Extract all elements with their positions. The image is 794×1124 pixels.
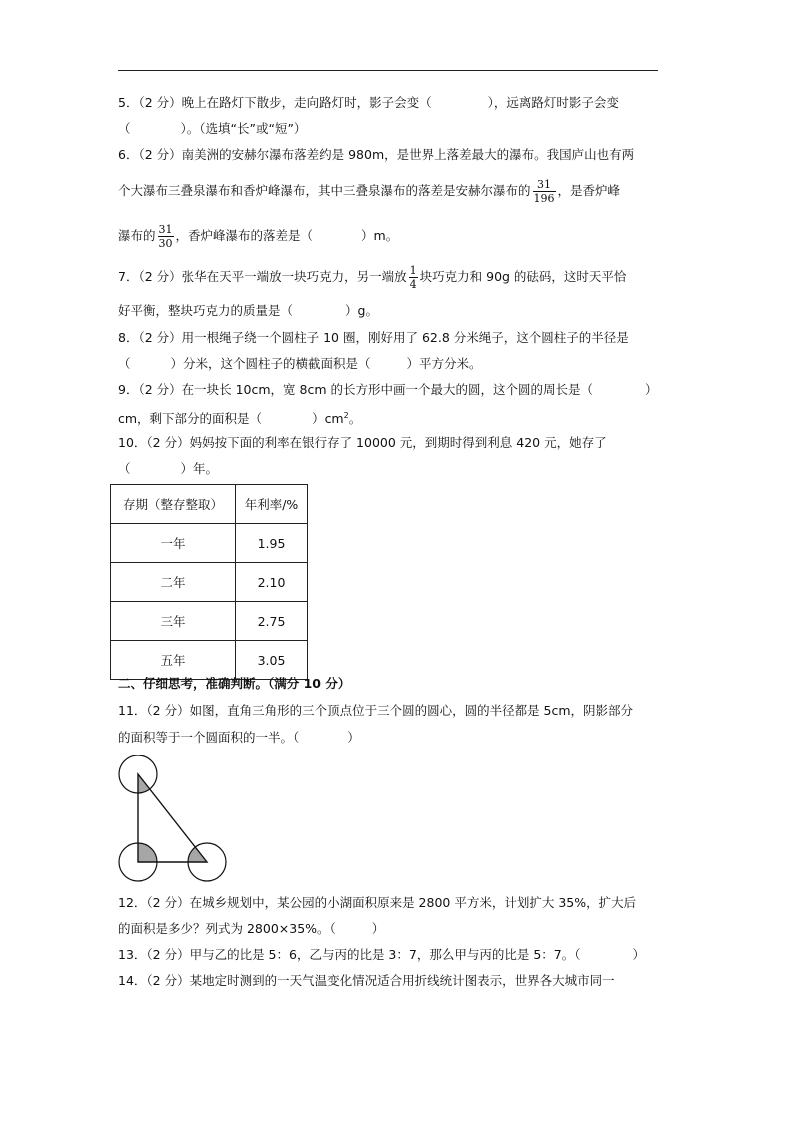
q13-text-b: ） [632, 947, 645, 962]
table-header-cell: 年利率/% [236, 485, 308, 524]
q11-text-b: ） [347, 730, 360, 745]
q13-line1 [118, 947, 645, 963]
section-heading: 二、仔细思考，准确判断。（满分 10 分） [118, 676, 351, 691]
table-row [111, 602, 308, 641]
q6-text-e: ）m。 [361, 228, 399, 243]
q12-line2 [118, 921, 384, 937]
q5-text-a: 5．（2 分）晚上在路灯下散步，走向路灯时，影子会变（ [118, 95, 432, 110]
q7-line1 [118, 264, 626, 291]
q7-text-d: ）g。 [345, 303, 378, 318]
q13-text-a: 13．（2 分）甲与乙的比是 5：6，乙与丙的比是 3：7，那么甲与丙的比是 5：7。（ [118, 947, 581, 962]
q8-line1: 8．（2 分）用一根绳子绕一个圆柱子 10 圈，刚好用了 62.8 分米绳子，这个圆柱子的半径是 [118, 330, 629, 345]
q10-line2 [118, 461, 218, 477]
table-cell-rate: 3.05 [236, 641, 308, 680]
interest-rate-table [110, 484, 308, 680]
q5-text-c: （ [118, 121, 131, 136]
fraction-numerator: 31 [533, 178, 556, 192]
triangle-circles-figure [115, 755, 231, 883]
q14-line1: 14．（2 分）某地定时测到的一天气温变化情况适合用折线统计图表示，世界各大城市同一 [118, 973, 615, 988]
q8-text-c: ）平方分米。 [406, 356, 482, 371]
q8-line2 [118, 356, 482, 372]
fraction-denominator: 4 [409, 278, 417, 291]
q6-fraction-31-196 [533, 178, 556, 205]
q10-text-b: ）年。 [180, 461, 219, 476]
table-cell-rate: 1.95 [236, 524, 308, 563]
q9-text-c: cm，剩下部分的面积是（ [118, 411, 263, 427]
table-cell-rate: 2.75 [236, 602, 308, 641]
q8-text-a: （ [118, 356, 131, 371]
table-header-cell: 存期（整存整取） [111, 485, 236, 524]
fraction-denominator: 30 [158, 237, 173, 250]
q7-text-c: 好平衡，整块巧克力的质量是（ [118, 303, 294, 318]
q6-text-a: 个大瀑布三叠泉瀑布和香炉峰瀑布，其中三叠泉瀑布的落差是安赫尔瀑布的 [118, 183, 531, 198]
q5-text-d: ）。（选填“长”或“短”） [180, 121, 307, 136]
q6-line2 [118, 178, 620, 205]
q6-text-d: ，香炉峰瀑布的落差是（ [175, 228, 314, 243]
q6-text-c: 瀑布的 [118, 228, 156, 243]
q5-text-b: ），远离路灯时影子会变 [487, 95, 619, 110]
q8-text-b: ）分米，这个圆柱子的横截面积是（ [170, 356, 371, 371]
table-cell-rate: 2.10 [236, 563, 308, 602]
q10-line1: 10．（2 分）妈妈按下面的利率在银行存了 10000 元，到期时得到利息 420 元，她存了 [118, 435, 607, 450]
table-row [111, 563, 308, 602]
q9-text-a: 9．（2 分）在一块长 10cm，宽 8cm 的长方形中画一个最大的圆，这个圆的周长是（ [118, 382, 594, 397]
q7-text-a: 7．（2 分）张华在天平一端放一块巧克力，另一端放 [118, 269, 407, 284]
q6-fraction-31-30 [158, 223, 174, 250]
table-cell-term: 二年 [111, 563, 236, 602]
q6-line3 [118, 223, 398, 250]
q7-line2 [118, 303, 378, 319]
table-header-row [111, 485, 308, 524]
fraction-numerator: 31 [158, 223, 173, 236]
q6-text-b: ，是香炉峰 [557, 183, 621, 198]
q11-line1: 11．（2 分）如图，直角三角形的三个顶点位于三个圆的圆心，圆的半径都是 5cm，阴影部分 [118, 703, 634, 718]
table-cell-term: 五年 [111, 641, 236, 680]
table-row [111, 524, 308, 563]
q10-text-a: （ [118, 461, 131, 476]
q7-text-b: 块巧克力和 90g 的砝码，这时天平恰 [419, 269, 627, 284]
q11-text-a: 的面积等于一个圆面积的一半。（ [118, 730, 300, 745]
q9-line1 [118, 382, 658, 398]
table-cell-term: 一年 [111, 524, 236, 563]
q5-line1 [118, 95, 619, 111]
q9-text-d: ）cm [312, 411, 344, 427]
q7-fraction-1-4 [409, 264, 418, 291]
q9-superscript: 2 [343, 411, 349, 420]
header-rule [118, 70, 658, 71]
q11-line2 [118, 730, 360, 746]
q5-line2 [118, 121, 306, 137]
q12-text-b: ） [371, 921, 385, 936]
fraction-denominator: 196 [533, 192, 555, 205]
q9-text-b: ） [645, 382, 658, 397]
q12-text-a: 的面积是多少？列式为 2800×35%。（ [118, 921, 336, 936]
table-cell-term: 三年 [111, 602, 236, 641]
fraction-numerator: 1 [409, 264, 417, 277]
q12-line1: 12．（2 分）在城乡规划中，某公园的小湖面积原来是 2800 平方米，计划扩大 35%，扩大后 [118, 895, 637, 910]
table-row [111, 641, 308, 680]
q9-line2 [118, 408, 361, 427]
q9-text-e: 。 [348, 411, 362, 427]
q6-line1: 6．（2 分）南美洲的安赫尔瀑布落差约是 980m，是世界上落差最大的瀑布。我国庐山也有两 [118, 147, 635, 162]
